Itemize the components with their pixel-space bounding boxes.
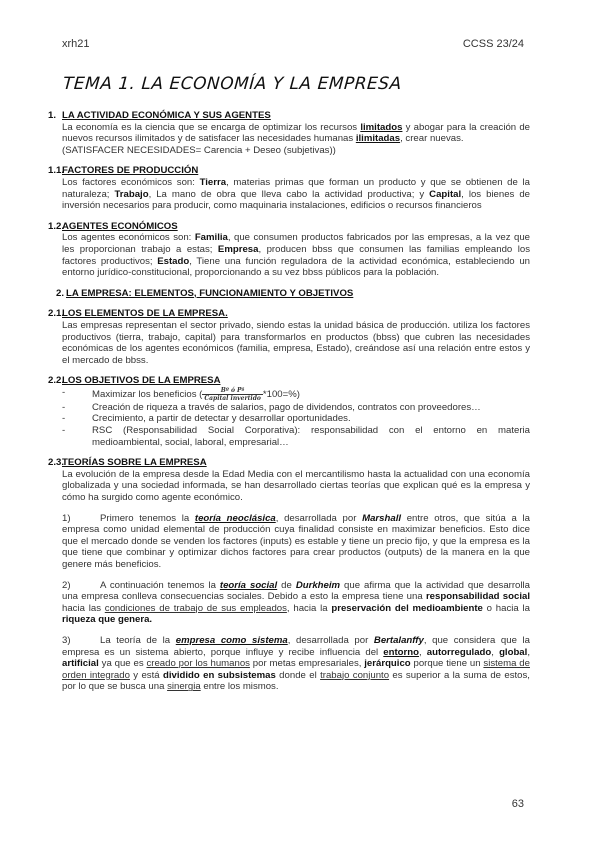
section-heading <box>48 375 530 387</box>
section-number: 2. <box>56 287 65 299</box>
text: , hacia la <box>286 602 332 614</box>
section-number: 2.2. <box>48 375 65 387</box>
text: , los bienes de inversión necesarios para producir, como maquinaria instalaciones, edificios o recursos financieros <box>62 188 530 212</box>
text: , <box>491 646 500 658</box>
section-2 <box>48 288 530 300</box>
section-heading <box>48 288 530 300</box>
section-number: 1. <box>48 110 57 121</box>
underlined-term: creado por los humanos <box>146 658 250 670</box>
bold-term: responsabilidad social <box>425 591 530 603</box>
text: entre los mismos. <box>200 681 279 693</box>
text: , desarrollada por <box>287 634 374 646</box>
text: y está <box>129 669 163 681</box>
text: *100=%) <box>262 388 300 400</box>
paragraph <box>62 232 530 278</box>
emphasis: limitados <box>360 121 403 133</box>
text: es superior a la suma de estos, por lo que se busca una <box>62 669 530 693</box>
paragraph <box>62 122 530 145</box>
bold-term: artificial <box>62 658 99 670</box>
paragraph: (SATISFACER NECESIDADES= Carencia + Deseo (subjetivas)) <box>62 144 336 156</box>
page-number: 63 <box>511 798 524 810</box>
text: , crear nuevas. <box>400 133 464 145</box>
heading-text: TEORÍAS SOBRE LA EMPRESA <box>62 457 207 469</box>
section-heading <box>48 110 530 122</box>
section-1-2 <box>48 221 530 279</box>
section-heading <box>48 221 530 233</box>
paragraph: Las empresas representan el sector privado, siendo estas la unidad básica de producción. utiliza los factores productivos (tierra, trabajo, capital) para transformarlos en productos (bbss) que cubren las necesidades económicas de los agentes económicos (familia, empresa, Estado), creándose así una relación entre estos y el mercado de bbss. <box>62 319 530 366</box>
list-item: - Crecimiento, a partir de detectar y desarrollar oportunidades. <box>62 413 530 425</box>
section-number: 1.1. <box>48 165 65 177</box>
document-body <box>48 110 530 702</box>
bold-term: Capital <box>429 188 462 200</box>
text: de <box>277 579 296 591</box>
heading-text: FACTORES DE PRODUCCIÓN <box>62 165 199 177</box>
text: A continuación tenemos la <box>100 579 220 591</box>
item-number: 2) <box>62 579 71 591</box>
text: y abogar para la creación de nuevos recursos ilimitados y de satisfacer las necesidades humanas <box>62 121 531 145</box>
text: , Tiene una función reguladora de la actividad económica, estableciendo un entorno jurídico-constitucional, proporcionando a su vez bbss públicos para la población. <box>62 255 530 279</box>
underlined-term: condiciones de trabajo de sus empleados <box>104 602 287 614</box>
text: La economía es la ciencia que se encarga de optimizar los recursos <box>62 121 361 133</box>
text: ya que es <box>98 658 147 670</box>
text: , <box>527 646 530 658</box>
heading-text: AGENTES ECONÓMICOS <box>62 220 178 232</box>
bold-term: riqueza que genera. <box>62 614 153 626</box>
text: o hacia la <box>482 602 530 614</box>
text: , materias primas que forman un producto y que se obtienen de la naturaleza; <box>62 176 530 200</box>
formula-denominator: Capital invertido <box>204 394 261 402</box>
text: , producen bbss que consumen las familias empleando los factores productivos; <box>62 243 530 267</box>
section-heading <box>48 165 530 177</box>
section-1-1 <box>48 165 530 211</box>
bold-term: Trabajo <box>114 188 149 200</box>
profit-formula <box>202 387 263 402</box>
underlined-term: trabajo conjunto <box>320 669 390 681</box>
header-course: CCSS 23/24 <box>462 38 524 50</box>
bold-term: Empresa <box>217 243 259 255</box>
page-title: TEMA 1. LA ECONOMÍA Y LA EMPRESA <box>62 74 403 94</box>
text: , <box>419 646 427 658</box>
section-2-1 <box>48 308 530 366</box>
heading-text: LOS OBJETIVOS DE LA EMPRESA <box>62 375 221 387</box>
text: , que consumen productos fabricados por las empresas, a la vez que les proporcionan trabajo a estas; <box>62 232 530 255</box>
bold-term: global <box>499 646 528 658</box>
list-item: - RSC (Responsabilidad Social Corporativa): responsabilidad con el entorno en materia medioambiental, social, laboral, empresarial… <box>62 425 530 448</box>
section-number: 2.3. <box>48 457 65 469</box>
theory-social <box>62 580 530 626</box>
author-name: Marshall <box>362 512 402 524</box>
text: donde el <box>275 669 321 681</box>
bold-term: dividido en subsistemas <box>162 669 276 681</box>
objectives-list <box>62 387 530 448</box>
bold-term: jerárquico <box>364 658 411 670</box>
underlined-term: sistema de orden integrado <box>62 658 530 681</box>
underlined-term: sinergia <box>167 681 201 693</box>
bold-term: autorregulado <box>426 646 492 658</box>
theory-name: empresa como sistema <box>175 634 288 646</box>
text: Maximizar los beneficios ( <box>92 388 203 400</box>
text: entre otros, que sitúa a la empresa como unidad elemental de producción cuya finalidad consiste en maximizar beneficios. Esto dice que el mercado donde se venden los factores (inputs) es estable y tiene un precio fijo, y que la empresa es la que tiene que combinar y optimizar dichos factores para crear productos (outputs) de la manera en la que genere más beneficios. <box>62 512 531 570</box>
section-2-2 <box>48 375 530 448</box>
theory-name: teoría neoclásica <box>194 512 276 524</box>
header-author: xrh21 <box>62 38 90 50</box>
section-number: 2.1. <box>48 308 65 320</box>
text: , desarrollada por <box>275 512 363 524</box>
item-number: 3) <box>62 634 71 646</box>
bold-term: Tierra <box>199 176 227 188</box>
theory-neoclassical <box>62 513 530 571</box>
text: Los factores económicos son: <box>62 176 200 188</box>
text: porque tiene un <box>410 658 484 670</box>
list-item <box>62 387 530 402</box>
paragraph: La evolución de la empresa desde la Edad Media con el mercantilismo hasta la actualidad con una economía globalizada y una sociedad informada, se han desarrollado ciertas teorías que explican qué es la empresa y cómo ha surgido como agente económico. <box>62 468 530 504</box>
section-heading <box>48 308 530 320</box>
text: por metas empresariales, <box>249 658 365 670</box>
bold-term: Familia <box>194 232 228 244</box>
section-2-3 <box>48 457 530 693</box>
theory-system <box>62 635 530 693</box>
item-number: 1) <box>62 512 71 524</box>
text: La teoría de la <box>100 634 176 646</box>
text: Los agentes económicos son: <box>62 232 195 244</box>
theory-name: teoría social <box>219 579 278 591</box>
formula-numerator: Bº ó Pª <box>202 387 263 395</box>
heading-text: LA ACTIVIDAD ECONÓMICA Y SUS AGENTES <box>62 110 271 121</box>
heading-text: LOS ELEMENTOS DE LA EMPRESA. <box>62 308 228 320</box>
bold-term: Estado <box>157 255 190 267</box>
text: que afirma que la actividad que desarrolla una empresa conlleva consecuencias sociales. Debido a esto la empresa tiene una <box>62 579 530 603</box>
list-item: - Creación de riqueza a través de salarios, pago de dividendos, contratos con proveedores… <box>62 402 530 414</box>
emphasis: ilimitadas <box>355 133 401 145</box>
paragraph <box>62 177 530 212</box>
text: Primero tenemos la <box>100 512 195 524</box>
emphasis: entorno <box>383 646 419 658</box>
text: hacia las <box>62 602 105 614</box>
text: , La mano de obra que lleva cabo la actividad productiva; y <box>148 188 430 200</box>
section-1 <box>48 110 530 156</box>
author-name: Durkheim <box>295 579 341 591</box>
section-heading <box>48 457 530 469</box>
author-name: Bertalanffy <box>373 634 424 646</box>
heading-text: LA EMPRESA: ELEMENTOS, FUNCIONAMIENTO Y OBJETIVOS <box>66 287 354 299</box>
text: , que considera que la empresa es un sistema abierto, porque influye y recibe influencia del <box>62 634 530 658</box>
section-number: 1.2. <box>48 220 65 232</box>
bold-term: preservación del medioambiente <box>331 602 483 614</box>
